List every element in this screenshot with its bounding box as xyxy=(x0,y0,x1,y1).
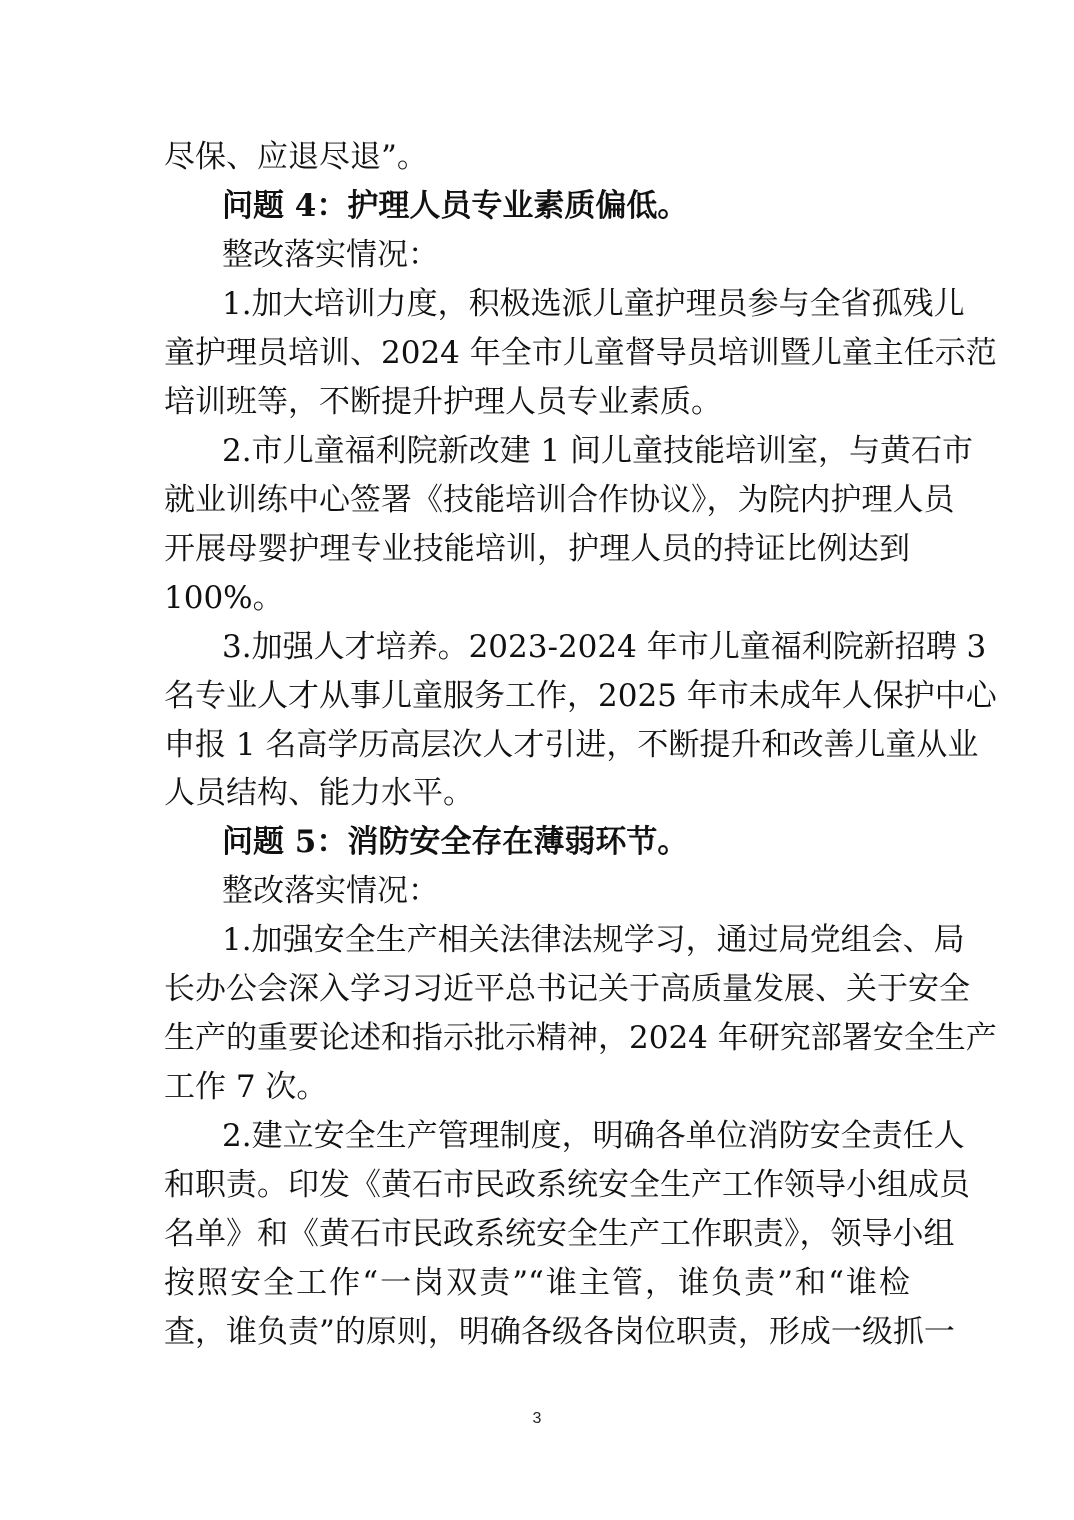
page-number: 3 xyxy=(532,1410,542,1427)
rectification-label: 整改落实情况： xyxy=(222,873,439,909)
body-text-line: 1.加大培训力度，积极选派儿童护理员参与全省孤残儿 xyxy=(222,286,965,322)
body-text-line: 工作 7 次。 xyxy=(164,1069,328,1105)
body-text-line: 名专业人才从事儿童服务工作，2025 年市未成年人保护中心 xyxy=(164,678,997,714)
rectification-label: 整改落实情况： xyxy=(222,237,439,273)
body-text-line: 童护理员培训、2024 年全市儿童督导员培训暨儿童主任示范 xyxy=(164,335,997,371)
body-text-line: 2.市儿童福利院新改建 1 间儿童技能培训室，与黄石市 xyxy=(222,433,974,469)
body-text-line: 长办公会深入学习习近平总书记关于高质量发展、关于安全 xyxy=(164,971,970,1007)
body-text-line: 和职责。印发《黄石市民政系统安全生产工作领导小组成员 xyxy=(164,1167,970,1203)
body-text-line: 人员结构、能力水平。 xyxy=(164,775,474,811)
body-text-line: 3.加强人才培养。2023-2024 年市儿童福利院新招聘 3 xyxy=(222,629,987,665)
body-text-line: 按照安全工作“一岗双责”“谁主管，谁负责”和“谁检 xyxy=(164,1265,910,1301)
body-text-line: 申报 1 名高学历高层次人才引进，不断提升和改善儿童从业 xyxy=(164,727,979,763)
issue-4-heading: 问题 4：护理人员专业素质偏低。 xyxy=(222,188,689,224)
body-text-line: 尽保、应退尽退”。 xyxy=(164,139,428,175)
issue-5-heading: 问题 5：消防安全存在薄弱环节。 xyxy=(222,824,689,860)
body-text-line: 2.建立安全生产管理制度，明确各单位消防安全责任人 xyxy=(222,1118,965,1154)
body-text-line: 培训班等，不断提升护理人员专业素质。 xyxy=(164,384,722,420)
body-text-line: 查，谁负责”的原则，明确各级各岗位职责，形成一级抓一 xyxy=(164,1314,955,1350)
body-text-line: 生产的重要论述和指示批示精神，2024 年研究部署安全生产 xyxy=(164,1020,997,1056)
body-text-line: 开展母婴护理专业技能培训，护理人员的持证比例达到 xyxy=(164,531,910,567)
body-text-line: 就业训练中心签署《技能培训合作协议》，为院内护理人员 xyxy=(164,482,955,518)
body-text-line: 100%。 xyxy=(164,580,284,616)
body-text-line: 名单》和《黄石市民政系统安全生产工作职责》，领导小组 xyxy=(164,1216,955,1252)
body-text-line: 1.加强安全生产相关法律法规学习，通过局党组会、局 xyxy=(222,922,965,958)
